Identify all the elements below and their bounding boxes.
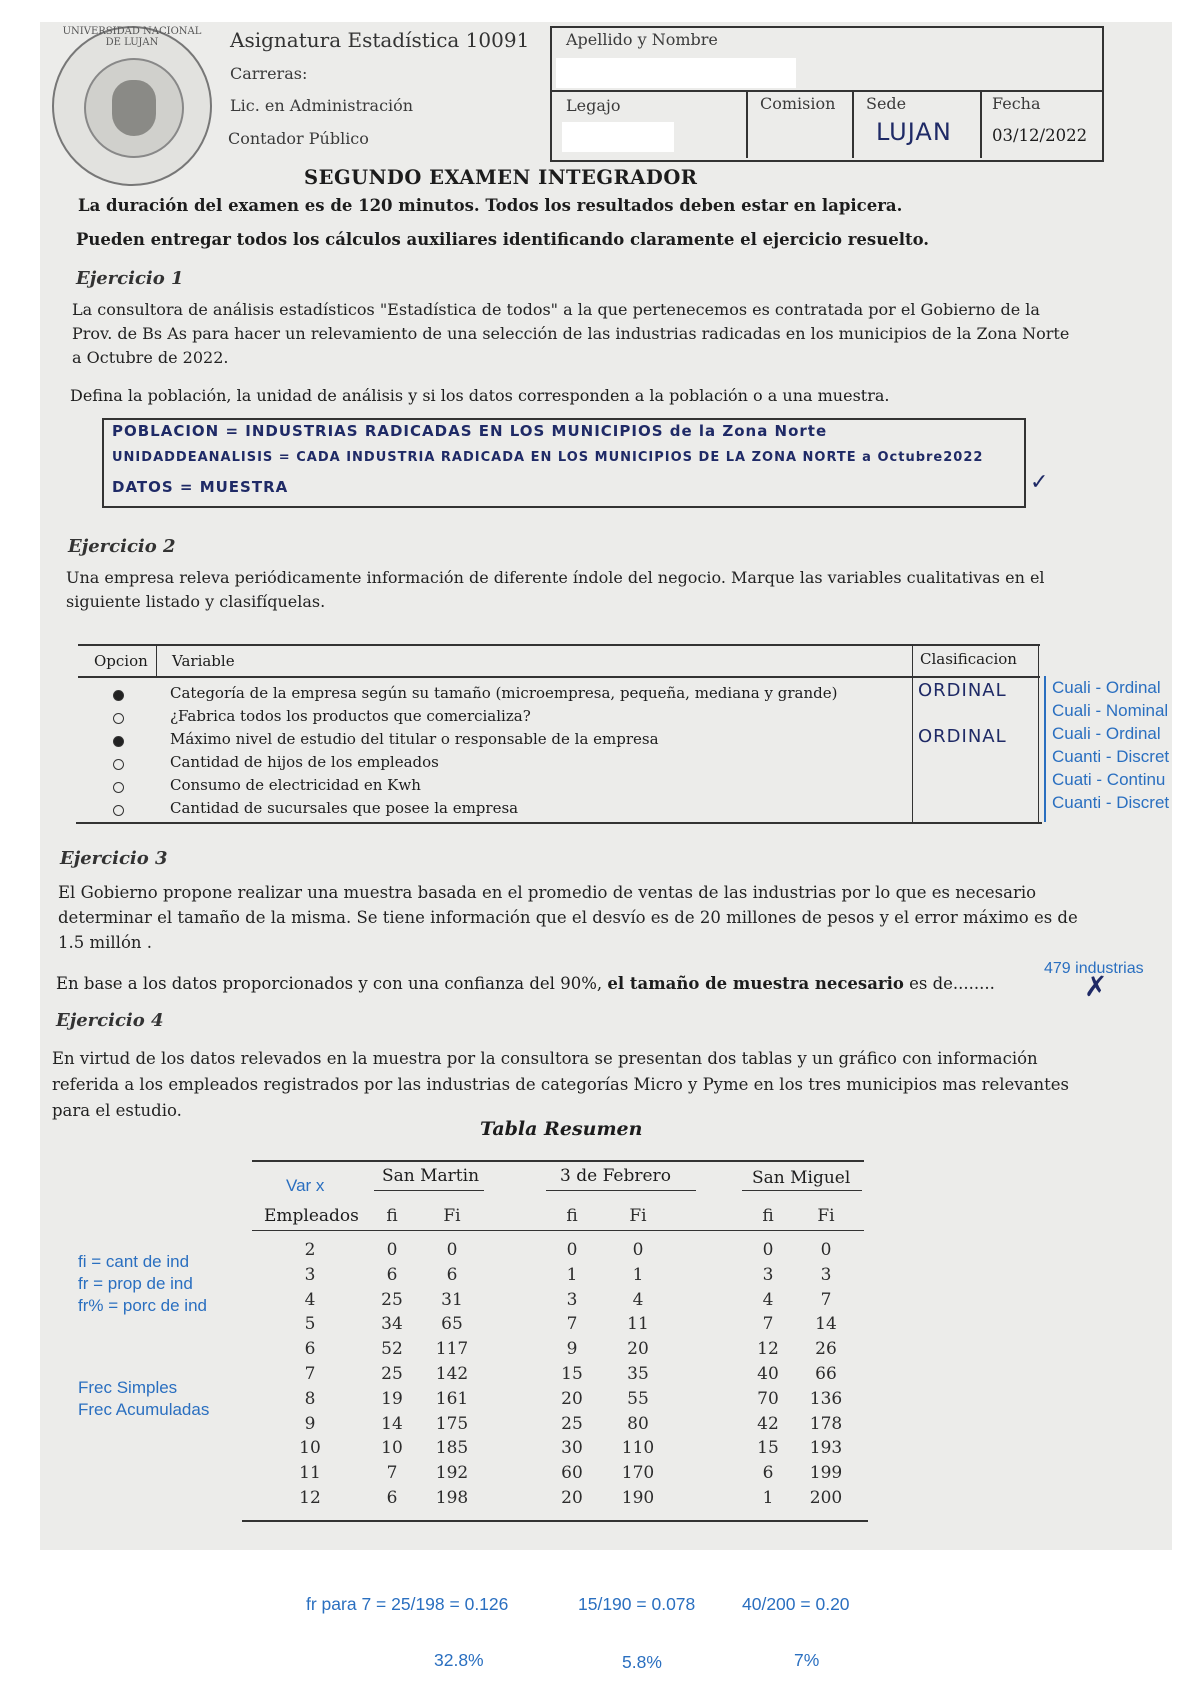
ex3-text: El Gobierno propone realizar una muestra basada en el promedio de ventas de las industrias por lo que es necesario determinar el tamaño de la misma. Se tiene información que el desvío es de 20 millones de pesos y el error máximo es de 1.5 millón . bbox=[58, 883, 1078, 952]
table-cell: 15 bbox=[561, 1364, 583, 1384]
table-cell: 0 bbox=[446, 1240, 458, 1260]
classification-note: Cuali - Ordinal bbox=[1052, 678, 1161, 697]
pct-3-de-febrero: 5.8% bbox=[622, 1652, 662, 1672]
table-cell: 7 bbox=[304, 1364, 316, 1384]
career-1: Lic. en Administración bbox=[230, 96, 414, 115]
ex3-question bbox=[56, 974, 995, 993]
classification-note: Cuanti - Discret bbox=[1052, 747, 1170, 766]
seal-text: UNIVERSIDAD NACIONAL DE LUJAN bbox=[62, 26, 202, 48]
cross-mark-icon: ✗ bbox=[1084, 970, 1109, 1003]
table-cell: 12 bbox=[299, 1488, 321, 1508]
table-cell: 4 bbox=[304, 1289, 316, 1310]
career-2: Contador Público bbox=[228, 129, 369, 148]
comision-label: Comision bbox=[760, 94, 836, 113]
option-radio[interactable] bbox=[113, 759, 124, 770]
subject-title: Asignatura Estadística 10091 bbox=[230, 28, 530, 52]
ex3-question-c: es de........ bbox=[909, 974, 995, 993]
table-cell: 136 bbox=[809, 1388, 843, 1409]
classification-value: ORDINAL bbox=[918, 726, 1007, 747]
table-cell: 9 bbox=[566, 1339, 578, 1360]
table-cell: 6 bbox=[446, 1264, 458, 1285]
instruction-2: Pueden entregar todos los cálculos auxiliares identificando claramente el ejercicio resuelto. bbox=[76, 230, 930, 249]
column-header: fi bbox=[566, 1206, 578, 1226]
classification-note: Cuali - Ordinal bbox=[1052, 724, 1161, 743]
table-cell: 25 bbox=[381, 1364, 403, 1384]
table-cell: 20 bbox=[627, 1339, 649, 1360]
calc-san-miguel: 40/200 = 0.20 bbox=[742, 1594, 850, 1614]
calc-3-de-febrero: 15/190 = 0.078 bbox=[578, 1594, 696, 1614]
ex1-answer-2: UNIDADDEANALISIS = CADA INDUSTRIA RADICADA EN LOS MUNICIPIOS DE LA ZONA NORTE a Octubre2022 bbox=[112, 450, 984, 465]
col-employees: Empleados bbox=[264, 1206, 359, 1226]
check-mark-icon: ✓ bbox=[1030, 470, 1050, 495]
table-cell: 161 bbox=[435, 1388, 469, 1409]
table-cell: 199 bbox=[809, 1463, 843, 1484]
table-cell: 4 bbox=[632, 1289, 644, 1310]
table-cell: 12 bbox=[757, 1339, 779, 1360]
side-note-cumulative: Frec Acumuladas bbox=[78, 1400, 210, 1419]
table-cell: 6 bbox=[762, 1463, 774, 1484]
table-cell: 10 bbox=[299, 1438, 321, 1459]
variable-label: Cantidad de sucursales que posee la empresa bbox=[170, 799, 519, 817]
name-label: Apellido y Nombre bbox=[566, 30, 718, 49]
column-header: Fi bbox=[629, 1206, 647, 1226]
classification-note: Cuati - Continu bbox=[1052, 770, 1166, 789]
table-cell: 66 bbox=[815, 1364, 837, 1384]
table-cell: 0 bbox=[762, 1240, 774, 1260]
table-cell: 25 bbox=[561, 1413, 583, 1434]
note-bracket bbox=[1044, 676, 1046, 822]
table-cell: 55 bbox=[627, 1388, 649, 1409]
table-cell: 7 bbox=[820, 1289, 832, 1310]
sede-label: Sede bbox=[866, 94, 907, 113]
table-cell: 6 bbox=[304, 1339, 316, 1360]
pct-san-miguel: 7% bbox=[794, 1650, 820, 1670]
table-cell: 1 bbox=[632, 1264, 644, 1285]
table-cell: 3 bbox=[820, 1264, 832, 1285]
table-cell: 40 bbox=[757, 1364, 779, 1384]
table-cell: 178 bbox=[809, 1413, 843, 1434]
var-note: Var x bbox=[286, 1176, 325, 1195]
table-cell: 193 bbox=[809, 1438, 843, 1459]
col-variable: Variable bbox=[172, 652, 235, 670]
table-cell: 14 bbox=[815, 1314, 837, 1335]
option-radio[interactable] bbox=[113, 736, 124, 747]
table-cell: 80 bbox=[627, 1413, 649, 1434]
table-title: Tabla Resumen bbox=[480, 1118, 643, 1140]
table-cell: 14 bbox=[381, 1413, 403, 1434]
classification-note: Cuanti - Discret bbox=[1052, 793, 1170, 812]
table-cell: 6 bbox=[386, 1264, 398, 1285]
fecha-label: Fecha bbox=[992, 94, 1041, 113]
table-cell: 0 bbox=[566, 1240, 578, 1260]
ex4-heading: Ejercicio 4 bbox=[56, 1010, 164, 1031]
table-cell: 8 bbox=[304, 1388, 316, 1409]
fecha-value: 03/12/2022 bbox=[992, 126, 1088, 145]
table-cell: 200 bbox=[809, 1488, 843, 1508]
table-cell: 2 bbox=[304, 1240, 316, 1260]
side-note-fr: fr = prop de ind bbox=[78, 1274, 193, 1293]
table-cell: 31 bbox=[441, 1289, 463, 1310]
legajo-label: Legajo bbox=[566, 96, 621, 115]
classification-value: ORDINAL bbox=[918, 680, 1007, 701]
ex3-question-a: En base a los datos proporcionados y con una confianza del 90%, bbox=[56, 974, 603, 993]
ex1-text: La consultora de análisis estadísticos "Estadística de todos" a la que pertenecemos es contratada por el Gobierno de la Prov. de Bs As para hacer un relevamiento de una selección de las industrias radicadas en los municipios de la Zona Norte a Octubre de 2022. bbox=[72, 300, 1070, 367]
table-cell: 9 bbox=[304, 1413, 316, 1434]
university-seal-icon bbox=[52, 26, 212, 186]
table-cell: 30 bbox=[561, 1438, 583, 1459]
column-header: Fi bbox=[817, 1206, 835, 1226]
table-cell: 11 bbox=[627, 1314, 649, 1335]
table-cell: 3 bbox=[762, 1264, 774, 1285]
column-header: fi bbox=[386, 1206, 398, 1226]
pct-san-martin: 32.8% bbox=[434, 1650, 484, 1670]
ex2-heading: Ejercicio 2 bbox=[68, 536, 176, 557]
side-note-fi: fi = cant de ind bbox=[78, 1252, 190, 1271]
ex3-heading: Ejercicio 3 bbox=[60, 848, 168, 869]
side-note-fr-pct: fr% = porc de ind bbox=[78, 1296, 207, 1315]
group-san-martin: San Martin bbox=[382, 1166, 480, 1186]
col-classification: Clasificacion bbox=[920, 650, 1017, 668]
table-cell: 52 bbox=[381, 1339, 403, 1360]
side-note-simple: Frec Simples bbox=[78, 1378, 178, 1397]
table-cell: 7 bbox=[762, 1314, 774, 1335]
table-cell: 35 bbox=[627, 1364, 649, 1384]
option-radio[interactable] bbox=[113, 805, 124, 816]
table-cell: 192 bbox=[435, 1463, 469, 1484]
table-cell: 0 bbox=[820, 1240, 832, 1260]
variable-label: Categoría de la empresa según su tamaño (microempresa, pequeña, mediana y grande) bbox=[170, 684, 838, 702]
table-cell: 19 bbox=[381, 1388, 403, 1409]
table-cell: 0 bbox=[632, 1240, 644, 1260]
ex3-answer-note: 479 industrias bbox=[1044, 960, 1144, 977]
table-cell: 117 bbox=[435, 1339, 469, 1360]
table-cell: 7 bbox=[566, 1314, 578, 1335]
table-cell: 185 bbox=[435, 1438, 469, 1459]
table-cell: 4 bbox=[762, 1289, 774, 1310]
ex1-question: Defina la población, la unidad de análisis y si los datos corresponden a la población o a una muestra. bbox=[70, 386, 890, 405]
table-cell: 190 bbox=[621, 1488, 655, 1508]
option-radio[interactable] bbox=[113, 690, 124, 701]
table-cell: 42 bbox=[757, 1413, 779, 1434]
ex3-question-b: el tamaño de muestra necesario bbox=[607, 974, 904, 993]
table-cell: 175 bbox=[435, 1413, 469, 1434]
table-cell: 3 bbox=[304, 1264, 316, 1285]
ex1-heading: Ejercicio 1 bbox=[76, 268, 184, 289]
option-radio[interactable] bbox=[113, 713, 124, 724]
calc-san-martin: fr para 7 = 25/198 = 0.126 bbox=[306, 1594, 509, 1614]
careers-label: Carreras: bbox=[230, 64, 308, 83]
ex2-text: Una empresa releva periódicamente información de diferente índole del negocio. Marque las variables cualitativas en el siguiente listado y clasifíquelas. bbox=[66, 568, 1045, 611]
redacted-name bbox=[556, 58, 796, 88]
table-cell: 0 bbox=[386, 1240, 398, 1260]
classification-note: Cuali - Nominal bbox=[1052, 701, 1169, 720]
group-san-miguel: San Miguel bbox=[752, 1168, 851, 1188]
instruction-1: La duración del examen es de 120 minutos. Todos los resultados deben estar en lapicera. bbox=[78, 196, 903, 215]
table-cell: 34 bbox=[381, 1314, 403, 1335]
table-cell: 170 bbox=[621, 1463, 655, 1484]
table-cell: 26 bbox=[815, 1339, 837, 1360]
variable-label: Cantidad de hijos de los empleados bbox=[170, 753, 439, 771]
variable-label: Máximo nivel de estudio del titular o responsable de la empresa bbox=[170, 730, 659, 748]
table-cell: 1 bbox=[762, 1488, 774, 1508]
table-cell: 15 bbox=[757, 1438, 779, 1459]
col-option: Opcion bbox=[94, 652, 148, 670]
column-header: fi bbox=[762, 1206, 774, 1226]
ex4-text: En virtud de los datos relevados en la muestra por la consultora se presentan dos tablas y un gráfico con información referida a los empleados registrados por las industrias de categorías Micro y Pyme en los tres municipios mas relevantes para el estudio. bbox=[52, 1049, 1069, 1120]
table-cell: 7 bbox=[386, 1463, 398, 1484]
group-3-de-febrero: 3 de Febrero bbox=[560, 1166, 671, 1186]
table-cell: 70 bbox=[757, 1388, 779, 1409]
table-cell: 65 bbox=[441, 1314, 463, 1335]
variable-label: ¿Fabrica todos los productos que comercializa? bbox=[170, 707, 531, 725]
variable-label: Consumo de electricidad en Kwh bbox=[170, 776, 421, 794]
table-cell: 11 bbox=[299, 1463, 321, 1484]
column-header: Fi bbox=[443, 1206, 461, 1226]
exam-title: SEGUNDO EXAMEN INTEGRADOR bbox=[304, 166, 698, 189]
sede-value: LUJAN bbox=[876, 118, 952, 146]
table-cell: 5 bbox=[304, 1314, 316, 1335]
table-cell: 1 bbox=[566, 1264, 578, 1285]
table-cell: 20 bbox=[561, 1388, 583, 1409]
table-cell: 25 bbox=[381, 1289, 403, 1310]
table-cell: 142 bbox=[435, 1364, 469, 1384]
redacted-legajo bbox=[562, 122, 674, 152]
table-cell: 60 bbox=[561, 1463, 583, 1484]
table-cell: 10 bbox=[381, 1438, 403, 1459]
table-cell: 20 bbox=[561, 1488, 583, 1508]
table-cell: 198 bbox=[435, 1488, 469, 1508]
table-cell: 3 bbox=[566, 1289, 578, 1310]
option-radio[interactable] bbox=[113, 782, 124, 793]
table-cell: 110 bbox=[621, 1438, 655, 1459]
table-cell: 6 bbox=[386, 1488, 398, 1508]
ex1-answer-1: POBLACION = INDUSTRIAS RADICADAS EN LOS MUNICIPIOS de la Zona Norte bbox=[112, 422, 828, 440]
ex1-answer-3: DATOS = MUESTRA bbox=[112, 478, 289, 496]
